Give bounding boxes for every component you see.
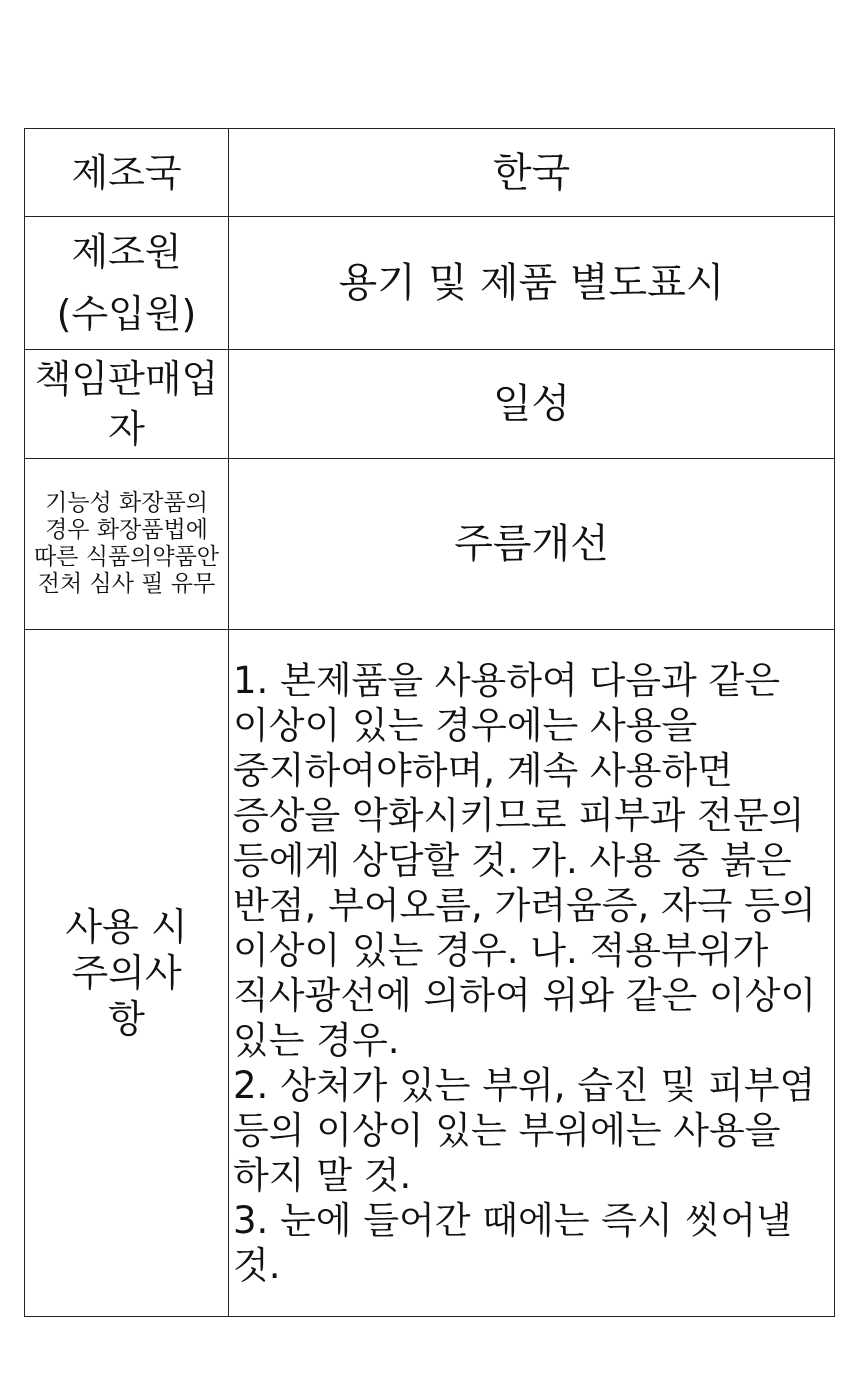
row-value-cell [229,630,835,1317]
table-row-functional-review [25,459,835,630]
table-row-manufacturer [25,217,835,350]
row-label-cell [25,217,229,350]
row-label-cell [25,350,229,459]
row-label-cell [25,459,229,630]
country-value: 한국 [492,149,571,196]
seller-label: 책임판매업자 [34,357,219,451]
row-value-cell [229,350,835,459]
row-label-cell [25,630,229,1317]
manufacturer-label: 제조원 (수입원) [56,230,197,336]
row-value-cell [229,129,835,217]
product-info-table [24,128,835,1317]
manufacturer-value: 용기 및 제품 별도표시 [338,260,725,306]
country-label: 제조국 [71,150,182,195]
precautions-text: 1. 본제품을 사용하여 다음과 같은 이상이 있는 경우에는 사용을 중지하여야하며, 계속 사용하면 증상을 악화시키므로 피부과 전문의 등에게 상담할 것. 가. 사용 중 붉은 반점, 부어오름, 가려움증, 자극 등의 이상이 있는 경우. 나. 적용부위가 직사광선에 의하여 위와 같은 이상이 있는 경우. 2. 상처가 있는 부위, 습진 및 피부염 등의 이상이 있는 부위에는 사용을 하지 말 것. 3. 눈에 들어간 때에는 즉시 씻어낼 것. [233,659,817,1287]
functional-review-label: 기능성 화장품의 경우 화장품법에 따른 식품의약품안전처 심사 필 유무 [33,490,220,597]
seller-value: 일성 [492,381,571,427]
row-label-cell [25,129,229,217]
functional-review-value: 주름개선 [454,521,609,567]
table-row-country [25,129,835,217]
precautions-label: 사용 시 주의사항 [65,905,188,1041]
table-row-seller [25,350,835,459]
row-value-cell [229,459,835,630]
table-row-precautions [25,630,835,1317]
row-value-cell [229,217,835,350]
